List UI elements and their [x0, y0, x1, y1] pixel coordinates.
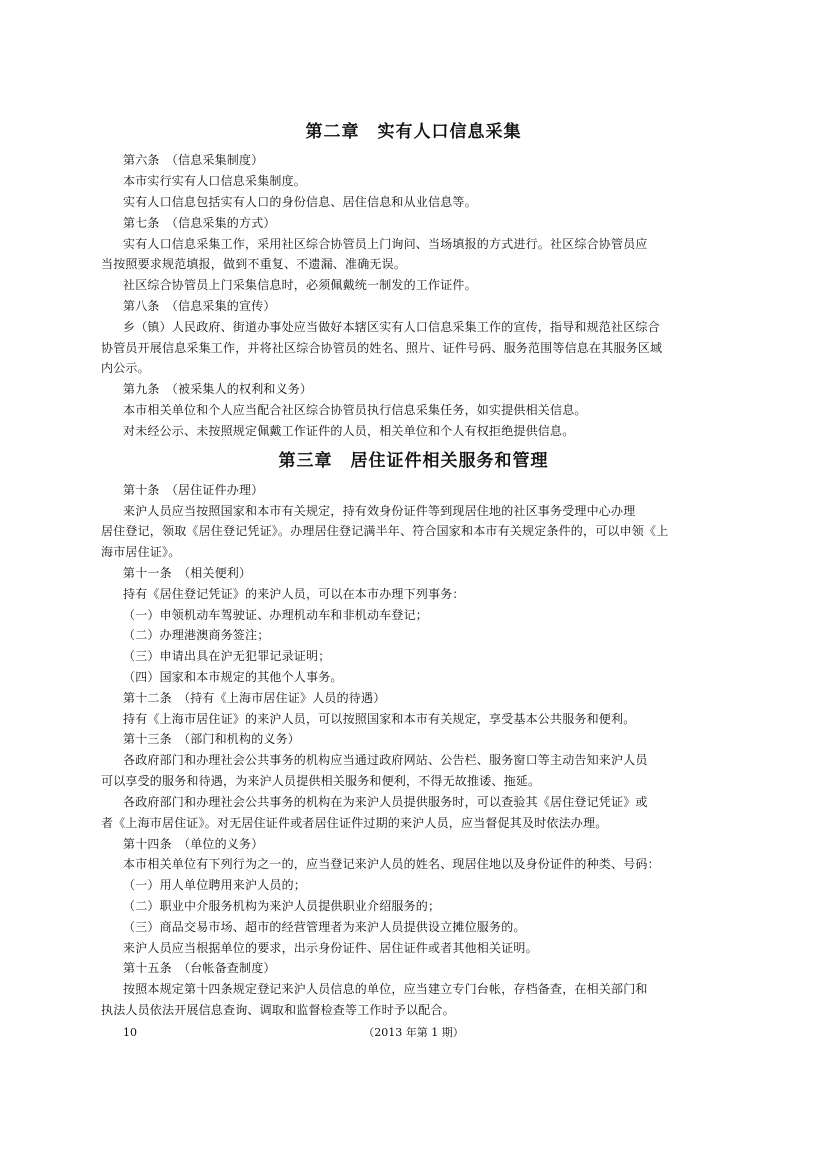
chapter-2-title: 第二章 实有人口信息采集 — [305, 122, 522, 142]
paragraph-continuation: 可以享受的服务和待遇，为来沪人员提供相关服务和便利，不得无故推诿、拖延。 — [101, 774, 541, 788]
list-item: （二）办理港澳商务签注； — [123, 628, 270, 642]
paragraph: 对未经公示、未按照规定佩戴工作证件的人员，相关单位和个人有权拒绝提供信息。 — [123, 424, 575, 438]
list-item: （一）用人单位聘用来沪人员的； — [123, 878, 307, 892]
paragraph: 本市相关单位和个人应当配合社区综合协管员执行信息采集任务，如实提供相关信息。 — [123, 403, 587, 417]
article-8-heading: 第八条 （信息采集的宣传） — [123, 299, 276, 313]
article-15-heading: 第十五条 （台帐备查制度） — [123, 961, 276, 975]
paragraph: 乡（镇）人民政府、街道办事处应当做好本辖区实有人口信息采集工作的宣传，指导和规范社区综合 — [123, 320, 660, 334]
paragraph-continuation: 协管员开展信息采集工作，并将社区综合协管员的姓名、照片、证件号码、服务范围等信息在其服务区域 — [101, 341, 663, 355]
paragraph-continuation: 执法人员依法开展信息查询、调取和监督检查等工作时予以配合。 — [101, 1003, 455, 1017]
paragraph-continuation: 海市居住证》。 — [101, 545, 181, 559]
article-7-heading: 第七条 （信息采集的方式） — [123, 216, 276, 230]
paragraph: 各政府部门和办理社会公共事务的机构应当通过政府网站、公告栏、服务窗口等主动告知来沪人员 — [123, 753, 648, 767]
list-item: （三）商品交易市场、超市的经营管理者为来沪人员提供设立摊位服务的。 — [123, 920, 526, 934]
list-item: （一）申领机动车驾驶证、办理机动车和非机动车登记； — [123, 608, 429, 622]
paragraph-continuation: 居住登记，领取《居住登记凭证》。办理居住登记满半年、符合国家和本市有关规定条件的，可以申领《上 — [101, 524, 669, 538]
article-10-heading: 第十条 （居住证件办理） — [123, 483, 264, 497]
paragraph: 来沪人员应当按照国家和本市有关规定，持有效身份证件等到现居住地的社区事务受理中心办理 — [123, 504, 636, 518]
article-11-heading: 第十一条 （相关便利） — [123, 566, 252, 580]
paragraph: 持有《上海市居住证》的来沪人员，可以按照国家和本市有关规定，享受基本公共服务和便利。 — [123, 712, 636, 726]
paragraph: 来沪人员应当根据单位的要求，出示身份证件、居住证件或者其他相关证明。 — [123, 941, 538, 955]
article-6-heading: 第六条 （信息采集制度） — [123, 153, 264, 167]
article-14-heading: 第十四条 （单位的义务） — [123, 837, 264, 851]
paragraph: 按照本规定第十四条规定登记来沪人员信息的单位，应当建立专门台帐，存档备查，在相关部门和 — [123, 982, 648, 996]
paragraph: 实有人口信息采集工作，采用社区综合协管员上门询问、当场填报的方式进行。社区综合协管员应 — [123, 237, 648, 251]
chapter-3-title: 第三章 居住证件相关服务和管理 — [278, 451, 549, 471]
page-number: 10 — [123, 1026, 137, 1039]
paragraph: 社区综合协管员上门采集信息时，必须佩戴统一制发的工作证件。 — [123, 278, 477, 292]
article-12-heading: 第十二条 （持有《上海市居住证》人员的待遇） — [123, 691, 386, 705]
list-item: （三）申请出具在沪无犯罪记录证明； — [123, 649, 331, 663]
article-9-heading: 第九条 （被采集人的权利和义务） — [123, 382, 313, 396]
article-13-heading: 第十三条 （部门和机构的义务） — [123, 732, 301, 746]
paragraph: 实有人口信息包括实有人口的身份信息、居住信息和从业信息等。 — [123, 195, 477, 209]
paragraph: 本市相关单位有下列行为之一的，应当登记来沪人员的姓名、现居住地以及身份证件的种类、号码： — [123, 857, 660, 871]
paragraph: 本市实行实有人口信息采集制度。 — [123, 174, 307, 188]
paragraph-continuation: 内公示。 — [101, 361, 150, 375]
list-item: （二）职业中介服务机构为来沪人员提供职业介绍服务的； — [123, 899, 441, 913]
paragraph: 持有《居住登记凭证》的来沪人员，可以在本市办理下列事务： — [123, 587, 465, 601]
issue-label: （2013 年第 1 期） — [363, 1026, 464, 1039]
paragraph: 各政府部门和办理社会公共事务的机构在为来沪人员提供服务时，可以查验其《居住登记凭证》或 — [123, 795, 648, 809]
list-item: （四）国家和本市规定的其他个人事务。 — [123, 670, 343, 684]
paragraph-continuation: 当按照要求规范填报，做到不重复、不遗漏、准确无误。 — [101, 257, 407, 271]
paragraph-continuation: 者《上海市居住证》。对无居住证件或者居住证件过期的来沪人员，应当督促其及时依法办理。 — [101, 816, 608, 830]
